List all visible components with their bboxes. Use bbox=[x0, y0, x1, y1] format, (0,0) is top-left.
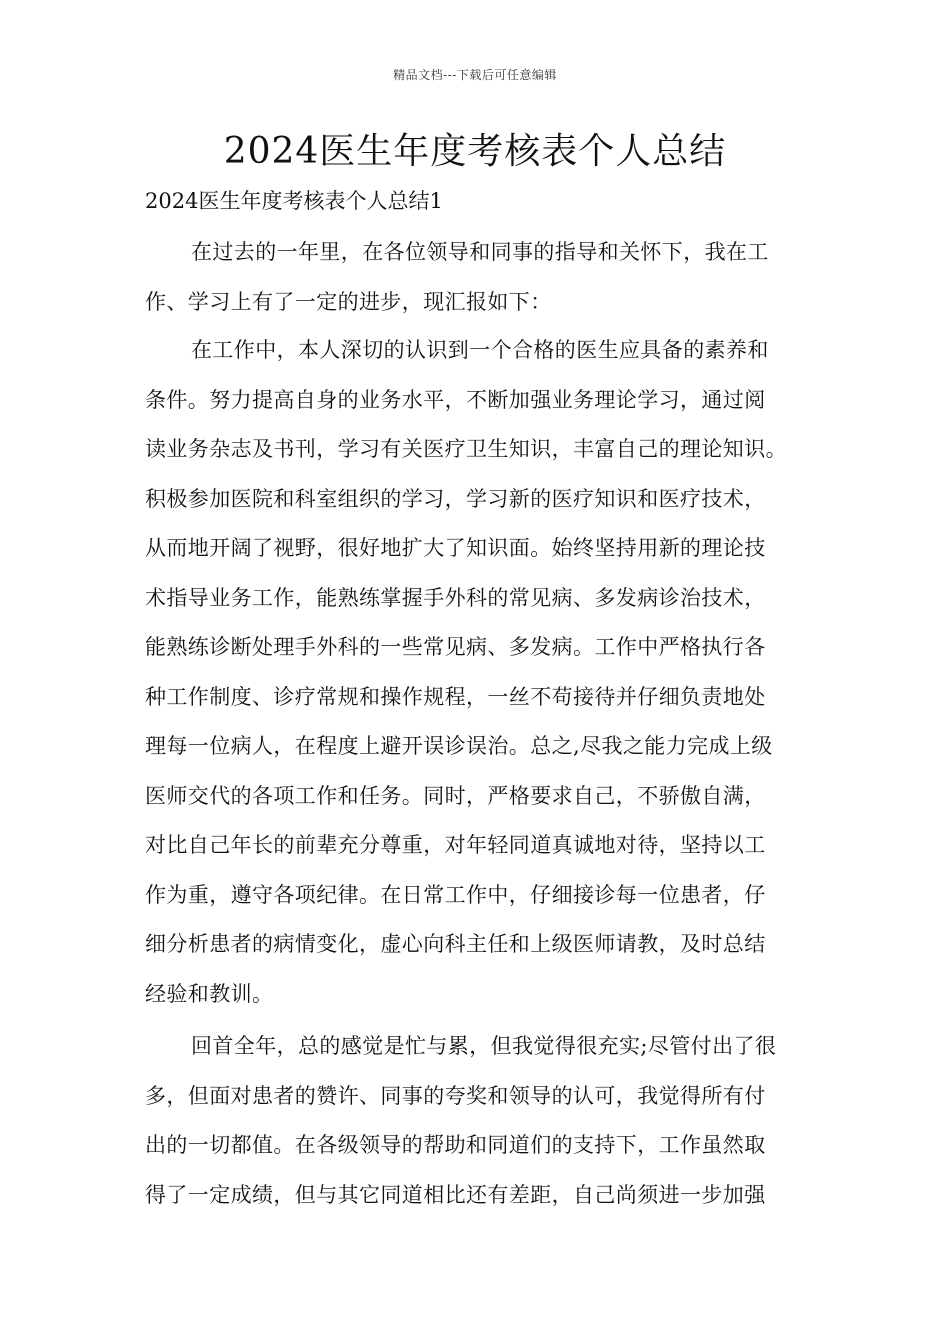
paragraph-line: 细分析患者的病情变化，虚心向科主任和上级医师请教，及时总结 bbox=[145, 932, 766, 956]
paragraph-line: 从而地开阔了视野，很好地扩大了知识面。始终坚持用新的理论技 bbox=[145, 536, 766, 560]
paragraph-line: 作为重，遵守各项纪律。在日常工作中，仔细接诊每一位患者，仔 bbox=[145, 882, 766, 907]
paragraph-line: 读业务杂志及书刊，学习有关医疗卫生知识，丰富自己的理论知识。 bbox=[145, 437, 787, 461]
section-heading: 2024医生年度考核表个人总结1 bbox=[145, 189, 443, 213]
paragraph-line: 对比自己年长的前辈充分尊重，对年轻同道真诚地对待，坚持以工 bbox=[145, 833, 766, 857]
document-title: 2024医生年度考核表个人总结 bbox=[223, 131, 727, 172]
paragraph-line: 得了一定成绩，但与其它同道相比还有差距，自己尚须进一步加强 bbox=[145, 1182, 766, 1207]
paragraph-2 bbox=[145, 326, 825, 1019]
paragraph-line: 经验和教训。 bbox=[145, 981, 274, 1006]
paragraph-line: 医师交代的各项工作和任务。同时，严格要求自己，不骄傲自满， bbox=[145, 783, 766, 808]
paragraph-line: 多，但面对患者的赞许、同事的夸奖和领导的认可，我觉得所有付 bbox=[145, 1083, 766, 1108]
header-note: 精品文档---下载后可任意编辑 bbox=[393, 68, 557, 82]
paragraph-1 bbox=[145, 228, 825, 327]
paragraph-line: 能熟练诊断处理手外科的一些常见病、多发病。工作中严格执行各 bbox=[145, 635, 766, 659]
paragraph-line: 作、学习上有了一定的进步，现汇报如下： bbox=[145, 289, 552, 314]
paragraph-line: 在过去的一年里，在各位领导和同事的指导和关怀下，我在工 bbox=[191, 240, 769, 264]
paragraph-line: 种工作制度、诊疗常规和操作规程，一丝不苟接待并仔细负责地处 bbox=[145, 684, 766, 709]
paragraph-line: 积极参加医院和科室组织的学习，学习新的医疗知识和医疗技术， bbox=[145, 486, 766, 511]
paragraph-line: 条件。努力提高自身的业务水平，不断加强业务理论学习，通过阅 bbox=[145, 387, 766, 412]
paragraph-line: 理每一位病人，在程度上避开误诊误治。总之,尽我之能力完成上级 bbox=[145, 734, 773, 758]
paragraph-3 bbox=[145, 1022, 825, 1220]
paragraph-line: 出的一切都值。在各级领导的帮助和同道们的支持下，工作虽然取 bbox=[145, 1133, 766, 1157]
paragraph-line: 回首全年，总的感觉是忙与累，但我觉得很充实;尽管付出了很 bbox=[191, 1034, 777, 1058]
paragraph-line: 在工作中，本人深切的认识到一个合格的医生应具备的素养和 bbox=[191, 338, 769, 362]
paragraph-line: 术指导业务工作，能熟练掌握手外科的常见病、多发病诊治技术， bbox=[145, 585, 766, 610]
